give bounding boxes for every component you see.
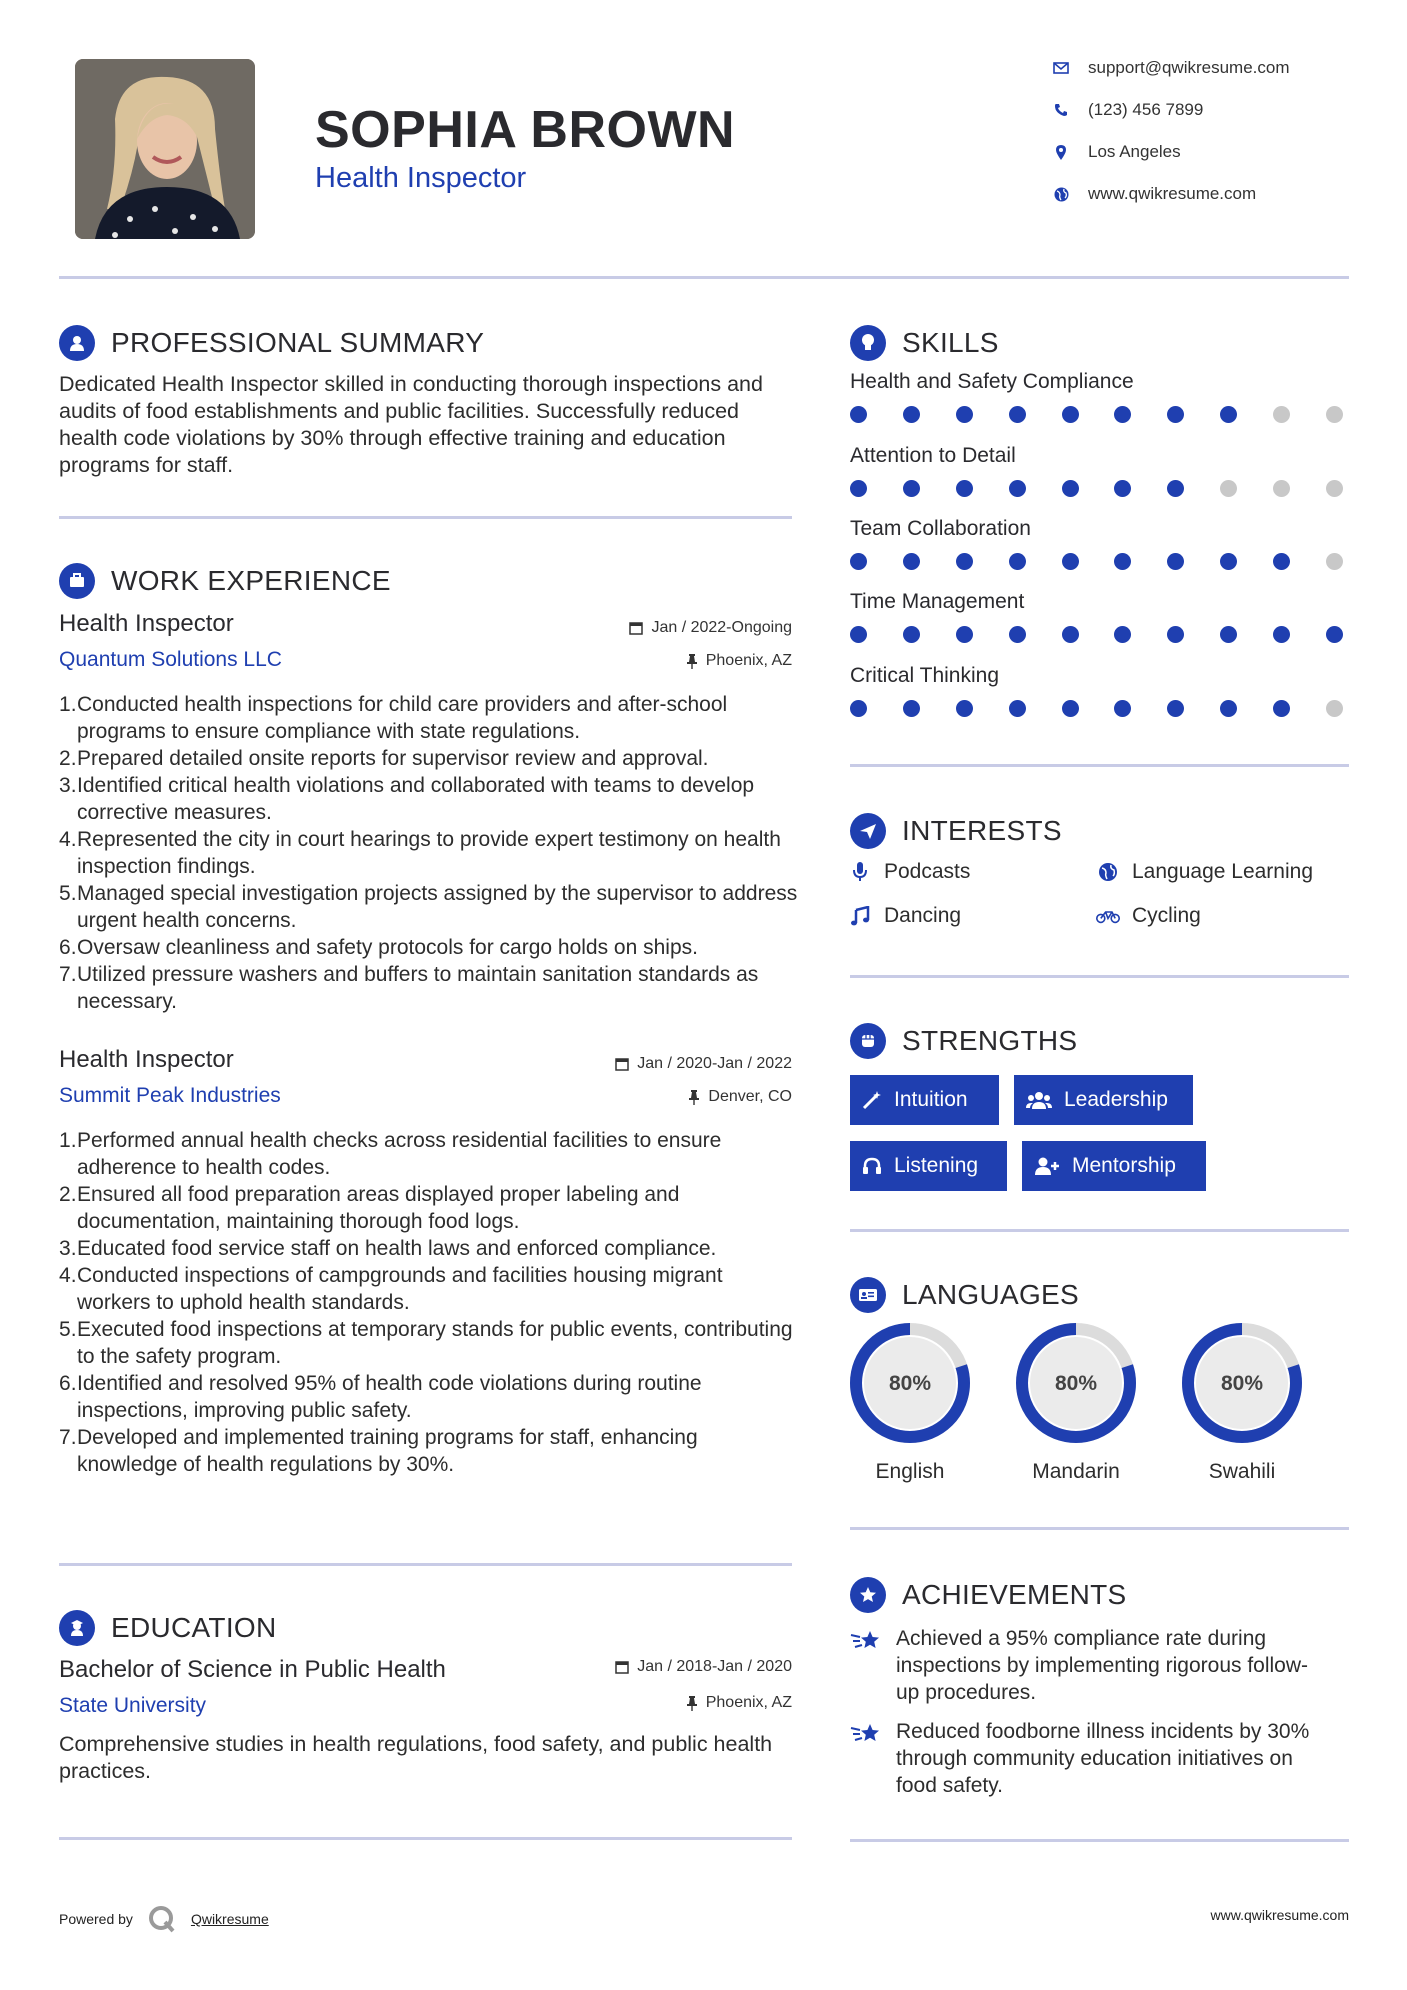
graduate-icon bbox=[59, 1610, 95, 1646]
education-heading bbox=[59, 1610, 277, 1646]
skills-divider bbox=[850, 764, 1349, 767]
education-degree: Bachelor of Science in Public Health bbox=[59, 1656, 446, 1683]
languages-heading bbox=[850, 1277, 1079, 1313]
candidate-role: Health Inspector bbox=[315, 162, 527, 194]
job-2-company: Summit Peak Industries bbox=[59, 1084, 281, 1107]
strength-tag-leadership bbox=[1014, 1075, 1193, 1125]
list-item: Oversaw cleanliness and safety protocols for cargo holds on ships. bbox=[77, 936, 698, 959]
skill-dot-filled bbox=[956, 406, 973, 423]
skill-name: Attention to Detail bbox=[850, 444, 1016, 467]
interests-heading bbox=[850, 813, 1062, 849]
footer-url[interactable]: www.qwikresume.com bbox=[1210, 1907, 1349, 1923]
skill-dot-empty bbox=[1326, 553, 1343, 570]
work-divider bbox=[59, 1563, 792, 1566]
skill-dot-filled bbox=[1167, 626, 1184, 643]
list-item: Prepared detailed onsite reports for supervisor review and approval. bbox=[77, 747, 709, 770]
interests-heading-label: INTERESTS bbox=[902, 815, 1062, 846]
job-1-dates bbox=[500, 619, 792, 637]
skill-dot-filled bbox=[1062, 626, 1079, 643]
skill-dot-filled bbox=[1009, 406, 1026, 423]
languages-heading-label: LANGUAGES bbox=[902, 1279, 1079, 1310]
contact-location bbox=[1050, 142, 1181, 162]
user-icon bbox=[59, 325, 95, 361]
strength-label: Leadership bbox=[1064, 1088, 1168, 1111]
strength-label: Mentorship bbox=[1072, 1154, 1176, 1177]
calendar-icon bbox=[615, 1057, 629, 1071]
skill-dot-empty bbox=[1220, 480, 1237, 497]
skill-item bbox=[850, 664, 1343, 717]
education-dates-text: Jan / 2018-Jan / 2020 bbox=[637, 1658, 792, 1675]
achievement-item bbox=[850, 1718, 1330, 1799]
thumbtack-icon bbox=[688, 1090, 700, 1105]
calendar-icon bbox=[615, 1660, 629, 1674]
contact-email[interactable] bbox=[1050, 58, 1290, 78]
contact-phone[interactable] bbox=[1050, 100, 1203, 120]
summary-heading-label: PROFESSIONAL SUMMARY bbox=[111, 327, 485, 358]
education-divider bbox=[59, 1837, 792, 1840]
skill-name: Time Management bbox=[850, 590, 1025, 613]
list-item: Educated food service staff on health laws and enforced compliance. bbox=[77, 1237, 717, 1260]
shooting-star-icon bbox=[850, 1718, 884, 1755]
list-item: Utilized pressure washers and buffers to maintain sanitation standards as necessary. bbox=[77, 963, 759, 1013]
skill-dot-filled bbox=[1062, 480, 1079, 497]
skill-item bbox=[850, 517, 1343, 570]
skill-dot-filled bbox=[956, 626, 973, 643]
lightbulb-icon bbox=[850, 325, 886, 361]
achievements-heading-label: ACHIEVEMENTS bbox=[902, 1579, 1127, 1610]
strength-tag-intuition bbox=[850, 1075, 999, 1125]
phone-icon bbox=[1050, 103, 1072, 117]
job-1-title: Health Inspector bbox=[59, 610, 234, 637]
skill-dot-empty bbox=[1326, 406, 1343, 423]
strengths-divider bbox=[850, 1229, 1349, 1232]
skill-dot-filled bbox=[956, 480, 973, 497]
skill-dot-filled bbox=[1114, 700, 1131, 717]
job-2-location-text: Denver, CO bbox=[708, 1088, 792, 1105]
education-school: State University bbox=[59, 1694, 207, 1717]
interest-label: Cycling bbox=[1132, 904, 1201, 927]
location-pin-icon bbox=[1050, 145, 1072, 160]
user-plus-icon bbox=[1034, 1156, 1060, 1176]
skill-name: Critical Thinking bbox=[850, 664, 999, 687]
skill-dot-filled bbox=[903, 480, 920, 497]
education-description: Comprehensive studies in health regulations, food safety, and public health practices. bbox=[59, 1732, 773, 1783]
footer-powered bbox=[59, 1904, 269, 1934]
job-2-title: Health Inspector bbox=[59, 1046, 234, 1073]
achievement-text: Achieved a 95% compliance rate during inspections by implementing rigorous follow-up procedures. bbox=[896, 1627, 1309, 1704]
contact-location-text: Los Angeles bbox=[1088, 142, 1181, 161]
interest-label: Language Learning bbox=[1132, 860, 1314, 883]
fist-icon bbox=[850, 1023, 886, 1059]
skill-dot-filled bbox=[850, 626, 867, 643]
id-card-icon bbox=[850, 1277, 886, 1313]
skill-dot-filled bbox=[1062, 700, 1079, 717]
language-percent-label: 80% bbox=[1054, 1372, 1098, 1395]
skill-dot-filled bbox=[1009, 553, 1026, 570]
skill-dot-filled bbox=[903, 553, 920, 570]
skill-dot-filled bbox=[1273, 626, 1290, 643]
skill-dot-filled bbox=[850, 553, 867, 570]
skill-item bbox=[850, 590, 1343, 643]
skill-dot-filled bbox=[1009, 480, 1026, 497]
contact-website[interactable] bbox=[1050, 184, 1256, 204]
skill-dot-filled bbox=[1114, 553, 1131, 570]
briefcase-icon bbox=[59, 563, 95, 599]
job-2-location bbox=[500, 1088, 792, 1106]
list-item: Conducted inspections of campgrounds and facilities housing migrant workers to uphold health standards. bbox=[77, 1264, 723, 1314]
paper-plane-icon bbox=[850, 813, 886, 849]
interest-item bbox=[848, 860, 970, 884]
skill-dot-filled bbox=[850, 700, 867, 717]
achievement-item bbox=[850, 1625, 1330, 1706]
list-item: Identified critical health violations and collaborated with teams to develop corrective measures. bbox=[77, 774, 755, 824]
job-1-bullets bbox=[59, 691, 799, 1015]
skill-item bbox=[850, 444, 1343, 497]
list-item: Represented the city in court hearings to provide expert testimony on health inspection findings. bbox=[77, 828, 781, 878]
shooting-star-icon bbox=[850, 1625, 884, 1662]
education-location-text: Phoenix, AZ bbox=[705, 1694, 792, 1711]
job-2-bullets bbox=[59, 1127, 799, 1478]
interest-item bbox=[1096, 904, 1201, 928]
calendar-icon bbox=[629, 621, 643, 635]
skill-dot-filled bbox=[1220, 626, 1237, 643]
job-1-location-text: Phoenix, AZ bbox=[705, 652, 792, 669]
interest-item bbox=[1096, 860, 1313, 884]
job-1-location bbox=[500, 652, 792, 670]
summary-heading bbox=[59, 325, 484, 361]
language-item bbox=[1180, 1321, 1304, 1484]
skill-dot-empty bbox=[1273, 480, 1290, 497]
skills-heading bbox=[850, 325, 999, 361]
microphone-icon bbox=[848, 861, 872, 883]
language-percent-label: 80% bbox=[888, 1372, 932, 1395]
skill-rating bbox=[850, 553, 1343, 570]
skill-dot-filled bbox=[1009, 700, 1026, 717]
contact-phone-text: (123) 456 7899 bbox=[1088, 100, 1204, 119]
interest-label: Dancing bbox=[884, 904, 962, 927]
language-item bbox=[1014, 1321, 1138, 1484]
language-name: English bbox=[875, 1460, 945, 1483]
skill-dot-filled bbox=[1167, 480, 1184, 497]
list-item: Performed annual health checks across residential facilities to ensure adherence to health codes. bbox=[77, 1129, 722, 1179]
skill-dot-filled bbox=[1009, 626, 1026, 643]
brand-link[interactable]: Qwikresume bbox=[190, 1911, 269, 1927]
skill-dot-filled bbox=[1220, 700, 1237, 717]
skill-dot-filled bbox=[1114, 626, 1131, 643]
interest-item bbox=[848, 904, 961, 928]
skill-dot-filled bbox=[1220, 406, 1237, 423]
skill-dot-filled bbox=[1114, 406, 1131, 423]
education-location bbox=[500, 1694, 792, 1712]
skill-dot-filled bbox=[956, 553, 973, 570]
language-percent-label: 80% bbox=[1220, 1372, 1264, 1395]
powered-by-text: Powered by bbox=[59, 1911, 133, 1927]
language-name: Mandarin bbox=[1032, 1460, 1120, 1483]
language-progress-ring bbox=[848, 1321, 972, 1445]
skill-item bbox=[850, 370, 1343, 423]
skill-name: Health and Safety Compliance bbox=[850, 370, 1134, 393]
users-icon bbox=[1026, 1090, 1052, 1110]
summary-divider bbox=[59, 516, 792, 519]
summary-text: Dedicated Health Inspector skilled in conducting thorough inspections and audits of food establishments and public facilities. Successfully reduced health code violations by 30% through effective training and education programs for staff. bbox=[59, 372, 763, 477]
skill-dot-filled bbox=[903, 406, 920, 423]
education-heading-label: EDUCATION bbox=[111, 1612, 277, 1643]
list-item: Managed special investigation projects assigned by the supervisor to address urgent health concerns. bbox=[77, 882, 798, 932]
job-1-company: Quantum Solutions LLC bbox=[59, 648, 282, 671]
skill-dot-filled bbox=[1273, 700, 1290, 717]
skill-dot-filled bbox=[1167, 406, 1184, 423]
skill-dot-filled bbox=[1114, 480, 1131, 497]
work-heading-label: WORK EXPERIENCE bbox=[111, 565, 391, 596]
skill-dot-empty bbox=[1326, 700, 1343, 717]
skill-rating bbox=[850, 626, 1343, 643]
language-progress-ring bbox=[1180, 1321, 1304, 1445]
list-item: Conducted health inspections for child care providers and after-school programs to ensure compliance with state regulations. bbox=[77, 693, 728, 743]
contact-website-text: www.qwikresume.com bbox=[1088, 184, 1257, 203]
bicycle-icon bbox=[1096, 907, 1120, 925]
magic-wand-icon bbox=[862, 1090, 882, 1110]
education-dates bbox=[500, 1658, 792, 1676]
skill-dot-filled bbox=[1062, 406, 1079, 423]
globe-icon bbox=[1050, 187, 1072, 202]
list-item: Developed and implemented training programs for staff, enhancing knowledge of health regulations by 30%. bbox=[77, 1426, 698, 1476]
strengths-heading-label: STRENGTHS bbox=[902, 1025, 1078, 1056]
skill-name: Team Collaboration bbox=[850, 517, 1031, 540]
skill-dot-filled bbox=[850, 406, 867, 423]
music-note-icon bbox=[848, 906, 872, 926]
skill-dot-filled bbox=[1167, 553, 1184, 570]
language-progress-ring bbox=[1014, 1321, 1138, 1445]
skill-dot-empty bbox=[1326, 480, 1343, 497]
interest-label: Podcasts bbox=[884, 860, 971, 883]
skill-rating bbox=[850, 406, 1343, 423]
star-badge-icon bbox=[850, 1577, 886, 1613]
skill-dot-filled bbox=[1167, 700, 1184, 717]
interests-divider bbox=[850, 975, 1349, 978]
languages-divider bbox=[850, 1527, 1349, 1530]
skill-dot-filled bbox=[903, 700, 920, 717]
job-1-dates-text: Jan / 2022-Ongoing bbox=[651, 619, 792, 636]
job-2-dates bbox=[500, 1055, 792, 1073]
list-item: Executed food inspections at temporary stands for public events, contributing to the safety program. bbox=[77, 1318, 793, 1368]
skill-dot-filled bbox=[1220, 553, 1237, 570]
thumbtack-icon bbox=[686, 1696, 698, 1711]
skill-rating bbox=[850, 480, 1343, 497]
thumbtack-icon bbox=[686, 654, 698, 669]
profile-photo bbox=[75, 59, 255, 239]
achievements-divider bbox=[850, 1839, 1349, 1842]
language-name: Swahili bbox=[1208, 1460, 1276, 1483]
list-item: Identified and resolved 95% of health code violations during routine inspections, improving public safety. bbox=[77, 1372, 702, 1422]
strength-label: Intuition bbox=[894, 1088, 968, 1111]
list-item: Ensured all food preparation areas displayed proper labeling and documentation, maintaining thorough food logs. bbox=[77, 1183, 680, 1233]
skill-dot-filled bbox=[1326, 626, 1343, 643]
globe-icon bbox=[1096, 862, 1120, 882]
headphones-icon bbox=[862, 1156, 882, 1176]
skills-heading-label: SKILLS bbox=[902, 327, 999, 358]
job-2-dates-text: Jan / 2020-Jan / 2022 bbox=[637, 1055, 792, 1072]
skill-dot-filled bbox=[850, 480, 867, 497]
skill-dot-filled bbox=[1062, 553, 1079, 570]
work-heading bbox=[59, 563, 391, 599]
skill-dot-filled bbox=[956, 700, 973, 717]
skill-rating bbox=[850, 700, 1343, 717]
achievements-heading bbox=[850, 1577, 1127, 1613]
strengths-heading bbox=[850, 1023, 1077, 1059]
strength-tag-listening bbox=[850, 1141, 1007, 1191]
skill-dot-filled bbox=[1273, 553, 1290, 570]
qwikresume-logo-icon bbox=[147, 1904, 177, 1934]
skill-dot-empty bbox=[1273, 406, 1290, 423]
header-divider bbox=[59, 276, 1349, 279]
strength-tag-mentorship bbox=[1022, 1141, 1206, 1191]
language-item bbox=[848, 1321, 972, 1484]
achievement-text: Reduced foodborne illness incidents by 30% through community education initiatives on food safety. bbox=[896, 1720, 1310, 1797]
skill-dot-filled bbox=[903, 626, 920, 643]
envelope-icon bbox=[1050, 62, 1072, 74]
candidate-name: SOPHIA BROWN bbox=[315, 101, 736, 159]
contact-email-text: support@qwikresume.com bbox=[1088, 58, 1290, 77]
strength-label: Listening bbox=[894, 1154, 979, 1177]
